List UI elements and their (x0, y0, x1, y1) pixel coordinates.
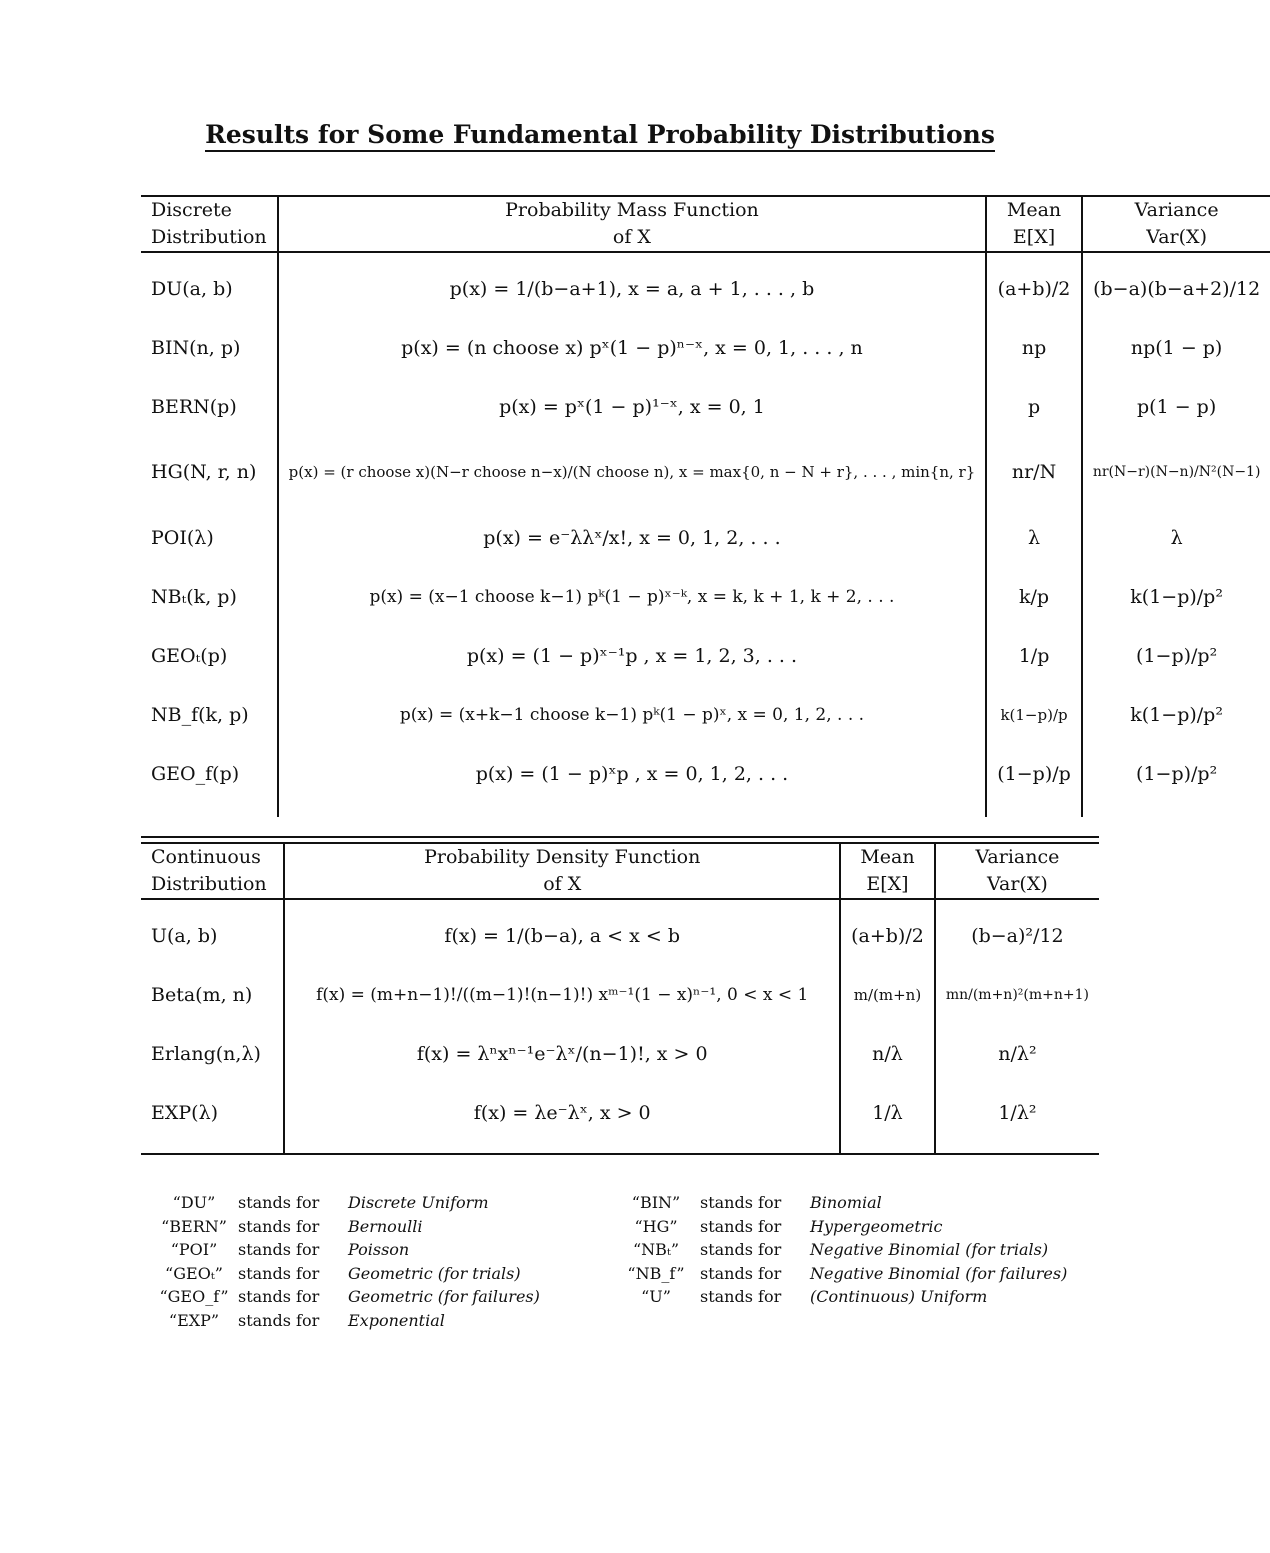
legend-stands-for: stands for (238, 1240, 320, 1260)
distribution-name: BERN(p) (141, 377, 278, 436)
table-spacer (141, 1142, 1099, 1154)
continuous-header-row (141, 843, 1099, 899)
continuous-header-pdf (284, 843, 840, 899)
legend-name: Negative Binomial (for trials) (810, 1240, 1049, 1260)
table-spacer (141, 252, 1270, 259)
header-text: Continuous (151, 846, 261, 868)
mean-formula: (1−p)/p (986, 744, 1082, 803)
pmf-formula: p(x) = (1 − p)ˣp , x = 0, 1, 2, . . . (278, 744, 987, 803)
header-text: Variance (1134, 199, 1219, 221)
legend-item (612, 1264, 1067, 1288)
mean-formula: 1/λ (840, 1083, 935, 1142)
legend-stands-for: stands for (700, 1287, 782, 1307)
legend-item (150, 1193, 540, 1217)
table-row (141, 436, 1270, 508)
discrete-header-pmf (278, 196, 987, 252)
table-row (141, 1083, 1099, 1142)
legend-item (612, 1217, 1067, 1241)
header-text: Mean (860, 846, 915, 868)
mean-formula: 1/p (986, 626, 1082, 685)
variance-formula: mn/(m+n)²(m+n+1) (945, 986, 1089, 1003)
legend-name: Bernoulli (348, 1216, 423, 1236)
variance-formula: (1−p)/p² (1136, 644, 1218, 667)
legend-item (150, 1240, 540, 1264)
table-row (141, 965, 1099, 1024)
mean-formula: m/(m+n) (840, 965, 935, 1024)
header-text: Distribution (151, 873, 267, 895)
legend-stands-for: stands for (700, 1240, 782, 1260)
table-row (141, 685, 1270, 744)
pmf-formula: p(x) = (x+k−1 choose k−1) pᵏ(1 − p)ˣ, x = 0, 1, 2, . . . (278, 685, 987, 744)
legend-abbr: “HG” (634, 1216, 678, 1236)
header-text: Mean (1006, 199, 1062, 221)
pmf-formula: p(x) = (1 − p)ˣ⁻¹p , x = 1, 2, 3, . . . (278, 626, 987, 685)
legend-abbr: “NB_f” (627, 1263, 685, 1283)
legend-abbr: “GEO_f” (159, 1287, 229, 1307)
variance-formula: nr(N−r)(N−n)/N²(N−1) (1092, 464, 1261, 480)
page-title (0, 120, 1200, 149)
legend-name: Binomial (810, 1193, 882, 1212)
legend-item (612, 1287, 1067, 1311)
table-row (141, 377, 1270, 436)
legend-item (612, 1240, 1067, 1264)
legend-abbr: “U” (641, 1287, 671, 1307)
distribution-name: BIN(n, p) (141, 318, 278, 377)
legend-name: (Continuous) Uniform (810, 1287, 988, 1307)
distribution-name: DU(a, b) (141, 259, 278, 318)
distribution-name: Erlang(n,λ) (141, 1024, 284, 1083)
legend-item (150, 1287, 540, 1311)
distribution-name: NBₜ(k, p) (141, 567, 278, 626)
legend-item (150, 1311, 540, 1335)
legend-abbr: “POI” (170, 1240, 218, 1260)
distribution-name: NB_f(k, p) (141, 685, 278, 744)
distribution-name: GEOₜ(p) (141, 626, 278, 685)
pmf-formula: p(x) = e⁻λλˣ/x!, x = 0, 1, 2, . . . (278, 508, 987, 567)
header-text: E[X] (866, 873, 909, 895)
pmf-formula: p(x) = (r choose x)(N−r choose n−x)/(N choose n), x = max{0, n − N + r}, . . . , min{n, r} (278, 436, 987, 508)
variance-formula: (1−p)/p² (1136, 762, 1218, 785)
table-row (141, 626, 1270, 685)
header-text: of X (543, 873, 582, 895)
header-text: Probability Density Function (424, 846, 701, 868)
legend-name: Discrete Uniform (348, 1193, 489, 1212)
page-title-text: Results for Some Fundamental Probability Distributions (205, 120, 995, 152)
header-text: Variance (975, 846, 1060, 868)
table-row (141, 567, 1270, 626)
legend-abbr: “GEOₜ” (165, 1263, 223, 1283)
mean-formula: nr/N (986, 436, 1082, 508)
legend-stands-for: stands for (700, 1216, 782, 1236)
header-text: of X (612, 226, 651, 248)
header-text: Var(X) (1146, 226, 1207, 248)
legend-name: Poisson (348, 1240, 410, 1260)
table-spacer (141, 899, 1099, 906)
mean-formula: (a+b)/2 (986, 259, 1082, 318)
table-row (141, 906, 1099, 965)
legend-abbr: “DU” (172, 1193, 216, 1212)
continuous-distributions-table (141, 842, 1099, 1155)
discrete-header-mean (986, 196, 1082, 252)
table-row (141, 259, 1270, 318)
continuous-header-distribution (141, 843, 284, 899)
legend-abbr: “BERN” (161, 1216, 227, 1236)
header-text: Distribution (151, 226, 267, 248)
table-row (141, 508, 1270, 567)
pmf-formula: p(x) = (n choose x) pˣ(1 − p)ⁿ⁻ˣ, x = 0, 1, . . . , n (278, 318, 987, 377)
distribution-name: EXP(λ) (141, 1083, 284, 1142)
legend-stands-for: stands for (238, 1310, 320, 1330)
distribution-name: Beta(m, n) (141, 965, 284, 1024)
legend-stands-for: stands for (700, 1263, 782, 1283)
legend-stands-for: stands for (238, 1193, 320, 1212)
legend-abbr: “NBₜ” (632, 1240, 680, 1260)
mean-formula: np (986, 318, 1082, 377)
mean-formula: (a+b)/2 (840, 906, 935, 965)
legend-item (150, 1217, 540, 1241)
continuous-header-variance (935, 843, 1099, 899)
discrete-header-variance (1082, 196, 1270, 252)
variance-formula: k(1−p)/p² (1130, 703, 1223, 726)
distribution-name: U(a, b) (141, 906, 284, 965)
pdf-formula: f(x) = 1/(b−a), a < x < b (284, 906, 840, 965)
table-spacer (141, 803, 1270, 817)
legend-stands-for: stands for (700, 1193, 782, 1212)
variance-formula: n/λ² (998, 1042, 1037, 1065)
table-row (141, 1024, 1099, 1083)
header-text: E[X] (1012, 226, 1056, 248)
legend-left (150, 1193, 540, 1335)
mean-formula: λ (986, 508, 1082, 567)
pmf-formula: p(x) = pˣ(1 − p)¹⁻ˣ, x = 0, 1 (278, 377, 987, 436)
legend-item (612, 1193, 1067, 1217)
variance-formula: k(1−p)/p² (1130, 585, 1223, 608)
variance-formula: (b−a)²/12 (971, 924, 1064, 947)
variance-formula: np(1 − p) (1130, 336, 1223, 359)
pdf-formula: f(x) = λe⁻λˣ, x > 0 (284, 1083, 840, 1142)
discrete-distributions-table (141, 195, 1270, 817)
distribution-name: GEO_f(p) (141, 744, 278, 803)
legend-stands-for: stands for (238, 1287, 320, 1307)
legend-abbr: “BIN” (631, 1193, 681, 1212)
legend-item (150, 1264, 540, 1288)
legend-abbr: “EXP” (168, 1310, 220, 1330)
legend-stands-for: stands for (238, 1263, 320, 1283)
mean-formula: n/λ (840, 1024, 935, 1083)
variance-formula: λ (1170, 526, 1183, 549)
discrete-header-distribution (141, 196, 278, 252)
legend-name: Geometric (for trials) (348, 1263, 521, 1283)
pmf-formula: p(x) = (x−1 choose k−1) pᵏ(1 − p)ˣ⁻ᵏ, x = k, k + 1, k + 2, . . . (278, 567, 987, 626)
pdf-formula: f(x) = (m+n−1)!/((m−1)!(n−1)!) xᵐ⁻¹(1 − x)ⁿ⁻¹, 0 < x < 1 (284, 965, 840, 1024)
legend-name: Geometric (for failures) (348, 1287, 540, 1307)
variance-formula: (b−a)(b−a+2)/12 (1093, 277, 1261, 300)
double-rule-top (141, 836, 1099, 838)
header-text: Discrete (151, 199, 232, 221)
legend-name: Hypergeometric (810, 1216, 943, 1236)
variance-formula: p(1 − p) (1137, 395, 1217, 418)
discrete-header-row (141, 196, 1270, 252)
mean-formula: p (986, 377, 1082, 436)
pdf-formula: f(x) = λⁿxⁿ⁻¹e⁻λˣ/(n−1)!, x > 0 (284, 1024, 840, 1083)
legend-name: Exponential (348, 1310, 445, 1330)
legend-right (612, 1193, 1067, 1311)
legend-name: Negative Binomial (for failures) (810, 1263, 1068, 1283)
mean-formula: k/p (986, 567, 1082, 626)
distribution-name: HG(N, r, n) (141, 436, 278, 508)
table-row (141, 318, 1270, 377)
continuous-header-mean (840, 843, 935, 899)
header-text: Probability Mass Function (505, 199, 759, 221)
pmf-formula: p(x) = 1/(b−a+1), x = a, a + 1, . . . , b (278, 259, 987, 318)
mean-formula: k(1−p)/p (986, 685, 1082, 744)
table-row (141, 744, 1270, 803)
variance-formula: 1/λ² (998, 1101, 1037, 1124)
header-text: Var(X) (987, 873, 1048, 895)
distribution-name: POI(λ) (141, 508, 278, 567)
legend-stands-for: stands for (238, 1216, 320, 1236)
